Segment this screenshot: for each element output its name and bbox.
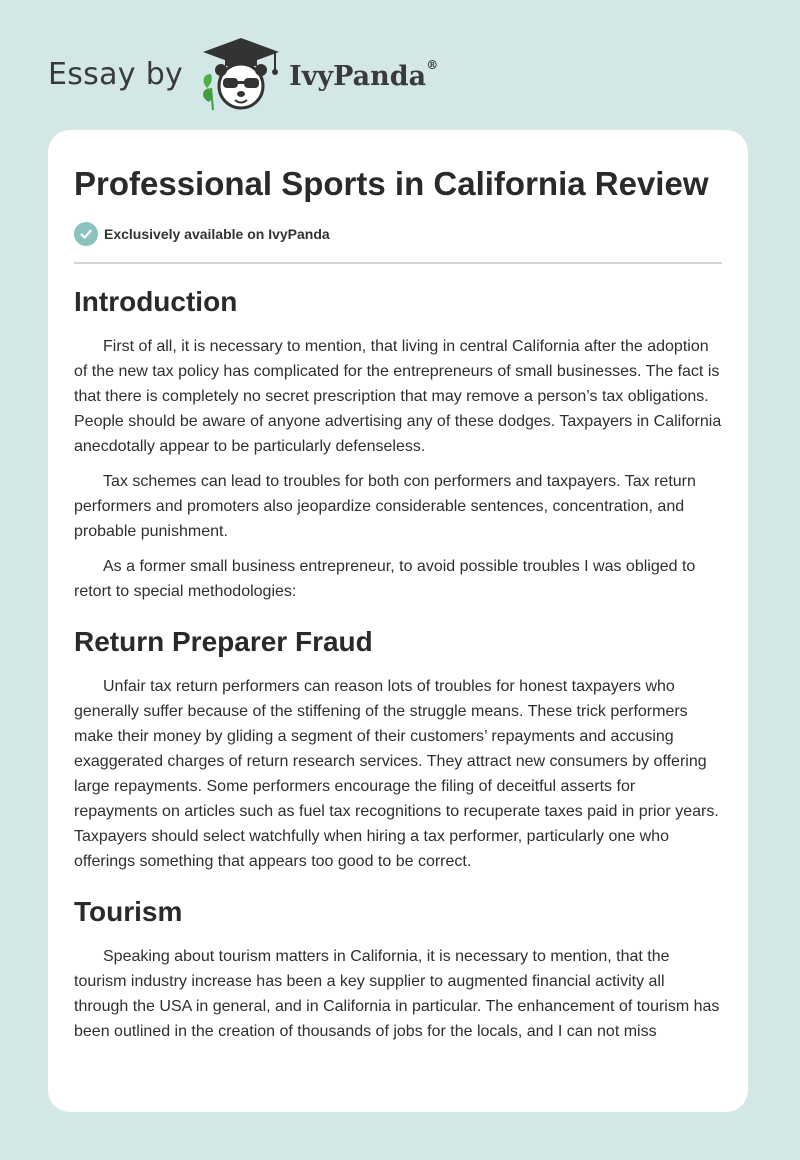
exclusive-label: Exclusively available on IvyPanda xyxy=(104,226,330,242)
paragraph: Unfair tax return performers can reason lots of troubles for honest taxpayers who generally suffer because of the stiffening of the struggle means. These trick performers make their money by gliding a segment of their customers’ repayments and accusing exaggerated charges of return research services. They attract new consumers by offering large repayments. Some performers encourage the filing of deceitful asserts for repayments on articles such as fuel tax recognitions to recuperate taxes paid in prior years. Taxpayers should select watchfully when hiring a tax performer, particularly one who offerings something that appears too good to be correct. xyxy=(74,678,719,870)
section-introduction xyxy=(74,284,722,604)
registered-mark: ® xyxy=(426,57,439,72)
panda-graduate-icon[interactable] xyxy=(197,36,285,112)
site-header xyxy=(48,34,438,114)
brand-prefix: Essay by xyxy=(48,56,184,92)
section-heading: Tourism xyxy=(74,896,183,927)
section-heading: Return Preparer Fraud xyxy=(74,626,373,657)
paragraph: Speaking about tourism matters in California, it is necessary to mention, that the tourism industry increase has been a key supplier to augmented financial activity all through the USA in general, and in California in particular. The enhancement of tourism has been outlined in the creation of thousands of jobs for the locals, and I can not miss xyxy=(74,948,720,1040)
page-title: Professional Sports in California Review xyxy=(74,165,709,202)
brand-name[interactable] xyxy=(289,57,439,92)
check-circle-icon xyxy=(74,222,98,246)
paragraph: As a former small business entrepreneur, to avoid possible troubles I was obliged to retort to special methodologies: xyxy=(74,558,696,600)
title-divider xyxy=(74,262,722,264)
paragraph: Tax schemes can lead to troubles for both con performers and taxpayers. Tax return performers and promoters also jeopardize considerable sentences, concentration, and probable punishment. xyxy=(74,473,696,540)
section-return-preparer-fraud xyxy=(74,624,722,874)
paragraph: First of all, it is necessary to mention, that living in central California after the adoption of the new tax policy has complicated for the entrepreneurs of small businesses. The fact is that there is completely no secret prescription that may remove a person’s tax obligations. People should be aware of anyone advertising any of these dodges. Taxpayers in California anecdotally appear to be particularly defenseless. xyxy=(74,338,722,455)
section-heading: Introduction xyxy=(74,286,238,317)
section-tourism xyxy=(74,894,722,1044)
essay-card xyxy=(48,130,748,1112)
brand-name-text: IvyPanda xyxy=(289,60,427,92)
exclusive-badge xyxy=(74,222,722,246)
